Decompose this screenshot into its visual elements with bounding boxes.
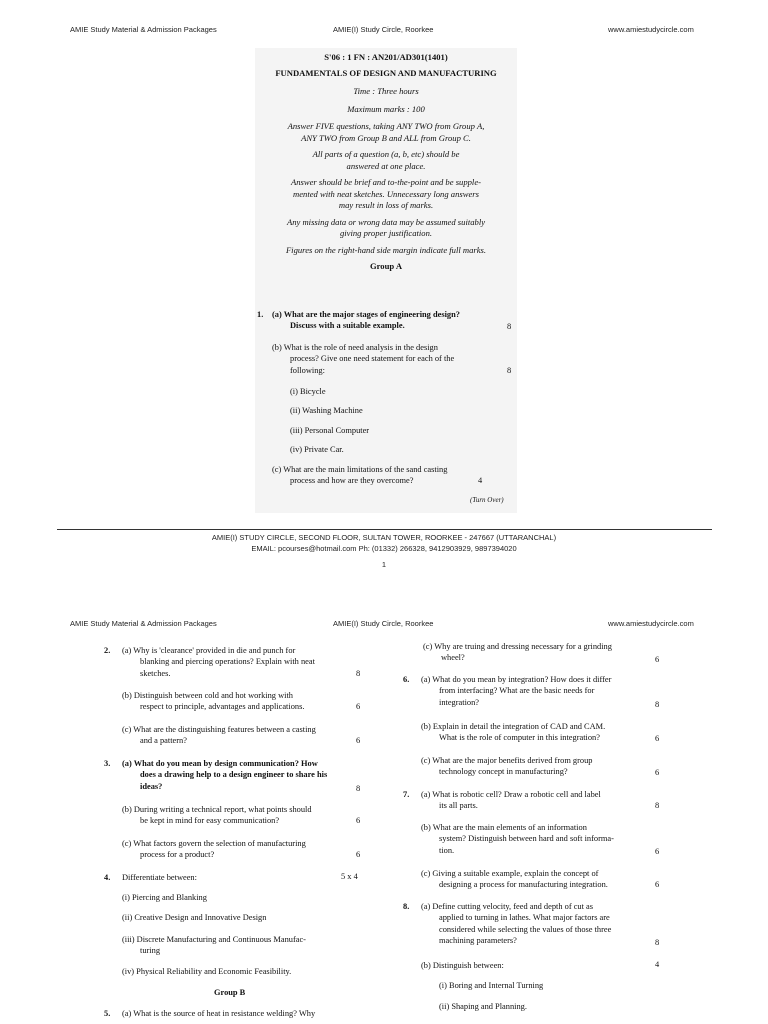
question-line: (a) What do you mean by design communication? How: [122, 759, 318, 768]
sub-item: (ii) Creative Design and Innovative Design: [122, 913, 267, 922]
header-right: www.amiestudycircle.com: [608, 619, 694, 628]
group-heading: Group B: [214, 988, 246, 997]
sub-item: (iv) Private Car.: [290, 445, 344, 454]
question-number: 7.: [403, 790, 410, 799]
question-text: [122, 804, 312, 827]
question-text: [122, 838, 306, 861]
marks: 8: [655, 801, 660, 810]
question-number: 3.: [104, 759, 111, 768]
header-right: www.amiestudycircle.com: [608, 25, 694, 34]
question-text: [122, 758, 327, 792]
question-text: [272, 464, 447, 487]
instruction: answered at one place.: [346, 160, 426, 171]
instruction: may result in loss of marks.: [338, 200, 434, 210]
marks: 4: [478, 476, 483, 485]
sub-item: (ii) Shaping and Planning.: [439, 1002, 527, 1011]
question-text: [272, 342, 454, 376]
question-line: following:: [290, 365, 325, 375]
header-left: AMIE Study Material & Admission Packages: [70, 619, 217, 628]
question-number: 2.: [104, 646, 111, 655]
marks: 8: [356, 669, 361, 678]
question-number: 6.: [403, 675, 410, 684]
marks: 6: [356, 850, 361, 859]
question-line: ideas?: [140, 781, 163, 791]
question-text: Differentiate between:: [122, 873, 197, 882]
question-line: applied to turning in lathes. What major factors are: [439, 913, 610, 923]
question-line: respect to principle, advantages and applications.: [140, 702, 305, 712]
paper-marks: Maximum marks : 100: [347, 103, 425, 114]
question-number: 8.: [403, 902, 410, 911]
question-line: (c) What are the distinguishing features between a casting: [122, 725, 316, 734]
question-line: (c) What are the major benefits derived from group: [421, 756, 593, 765]
page-number: 1: [381, 560, 387, 569]
question-line: system? Distinguish between hard and soft informa-: [439, 834, 614, 844]
marks: 4: [655, 960, 660, 969]
header-center: AMIE(I) Study Circle, Roorkee: [333, 619, 434, 628]
question-text: [272, 309, 460, 332]
instruction: ANY TWO from Group B and ALL from Group C.: [301, 132, 471, 143]
question-line: designing a process for manufacturing integration.: [439, 880, 608, 890]
question-line: and a pattern?: [140, 736, 187, 746]
instruction: Figures on the right-hand side margin indicate full marks.: [285, 244, 487, 255]
question-text: [122, 645, 315, 679]
marks: 6: [655, 880, 660, 889]
marks: 8: [655, 700, 660, 709]
turn-over: (Turn Over): [470, 496, 504, 504]
group-heading: Group A: [369, 261, 403, 271]
question-text: [421, 674, 611, 708]
question-line: (a) What is robotic cell? Draw a robotic cell and label: [421, 790, 601, 799]
question-text: [421, 901, 611, 947]
question-number: 1.: [257, 310, 264, 319]
sub-item: [122, 934, 306, 957]
paper-title: FUNDAMENTALS OF DESIGN AND MANUFACTURING: [275, 67, 497, 78]
question-line: turing: [140, 946, 161, 956]
question-line: blanking and piercing operations? Explain with neat: [140, 657, 315, 667]
marks: 8: [655, 938, 660, 947]
marks: 8: [356, 784, 361, 793]
instruction: Any missing data or wrong data may be assumed suitably: [286, 216, 486, 227]
question-line: (b) What are the main elements of an information: [421, 823, 587, 832]
question-line: What is the role of computer in this integration?: [439, 733, 600, 743]
question-text: [122, 690, 304, 713]
question-line: process? Give one need statement for each of the: [290, 354, 455, 364]
question-line: (c) What are the main limitations of the sand casting: [272, 465, 448, 474]
marks: 8: [507, 366, 512, 375]
sub-item: (ii) Washing Machine: [290, 406, 363, 415]
question-number: 5.: [104, 1009, 111, 1018]
question-line: (b) What is the role of need analysis in the design: [272, 343, 438, 352]
question-line: wheel?: [441, 653, 465, 663]
question-line: (c) Why are truing and dressing necessary for a grinding: [423, 642, 612, 651]
question-line: its all parts.: [439, 801, 478, 811]
question-text: [421, 822, 614, 856]
page-header: [0, 25, 768, 39]
question-line: sketches.: [140, 668, 171, 678]
footer-rule: [57, 529, 712, 530]
marks: 6: [356, 736, 361, 745]
instruction: Answer should be brief and to-the-point and be supple-: [291, 177, 481, 187]
footer-contact: EMAIL: pcourses@hotmail.com Ph: (01332) 266328, 9412903929, 9897394020: [251, 544, 517, 553]
sub-item: (i) Piercing and Blanking: [122, 893, 207, 902]
sub-item: (i) Bicycle: [290, 387, 326, 396]
question-line: (a) What do you mean by integration? How does it differ: [421, 675, 612, 684]
question-line: (a) What are the major stages of engineering design?: [272, 310, 460, 319]
instruction: giving proper justification.: [339, 228, 433, 238]
question-line: (b) Explain in detail the integration of CAD and CAM.: [421, 722, 606, 731]
marks: 6: [655, 655, 660, 664]
question-text: [122, 724, 316, 747]
instruction: mented with neat sketches. Unnecessary long answers: [293, 188, 479, 199]
question-line: Discuss with a suitable example.: [290, 321, 405, 331]
question-line: tion.: [439, 845, 455, 855]
paper-time: Time : Three hours: [353, 86, 419, 96]
sub-item: (iv) Physical Reliability and Economic Feasibility.: [122, 967, 292, 976]
instruction: All parts of a question (a, b, etc) should be: [312, 149, 460, 159]
question-line: (c) Giving a suitable example, explain the concept of: [421, 869, 599, 878]
footer-address: AMIE(I) STUDY CIRCLE, SECOND FLOOR, SULTAN TOWER, ROORKEE - 247667 (UTTARANCHAL): [211, 533, 557, 542]
instruction: Answer FIVE questions, taking ANY TWO from Group A,: [287, 121, 485, 131]
header-left: AMIE Study Material & Admission Packages: [70, 25, 217, 34]
question-text: [421, 789, 601, 812]
question-line: process and how are they overcome?: [290, 476, 414, 486]
page-header: [0, 619, 768, 633]
question-line: from interfacing? What are the basic needs for: [439, 686, 595, 696]
marks: 6: [356, 816, 361, 825]
question-line: (b) During writing a technical report, what points should: [122, 805, 312, 814]
question-line: (b) Distinguish between cold and hot working with: [122, 691, 293, 700]
question-line: technology concept in manufacturing?: [439, 767, 568, 777]
header-center: AMIE(I) Study Circle, Roorkee: [333, 25, 434, 34]
marks: 8: [507, 322, 512, 331]
question-line: (a) Why is 'clearance' provided in die and punch for: [122, 646, 296, 655]
question-text: (a) What is the source of heat in resistance welding? Why: [122, 1009, 316, 1018]
marks: 5 x 4: [341, 872, 358, 881]
paper-intro: [255, 48, 517, 273]
question-line: (c) What factors govern the selection of manufacturing: [122, 839, 306, 848]
question-line: integration?: [439, 697, 479, 707]
question-line: machining parameters?: [439, 936, 517, 946]
question-line: considered while selecting the values of those three: [439, 924, 612, 934]
question-line: (a) Define cutting velocity, feed and depth of cut as: [421, 902, 594, 911]
question-text: [421, 868, 608, 891]
question-number: 4.: [104, 873, 111, 882]
sub-item: (iii) Personal Computer: [290, 426, 370, 435]
question-line: (iii) Discrete Manufacturing and Continuous Manufac-: [122, 935, 306, 944]
marks: 6: [356, 702, 361, 711]
footer: [0, 532, 768, 570]
question-line: does a drawing help to a design engineer to share his: [140, 770, 328, 780]
sub-item: (i) Boring and Internal Turning: [439, 981, 544, 990]
question-line: be kept in mind for easy communication?: [140, 816, 280, 826]
question-text: (b) Distinguish between:: [421, 961, 504, 970]
question-text: [421, 721, 605, 744]
question-line: process for a product?: [140, 850, 215, 860]
paper-code: S'06 : 1 FN : AN201/AD301(1401): [324, 52, 448, 62]
marks: 6: [655, 734, 660, 743]
marks: 6: [655, 847, 660, 856]
marks: 6: [655, 768, 660, 777]
question-text: [421, 755, 592, 778]
question-text: [423, 641, 612, 664]
